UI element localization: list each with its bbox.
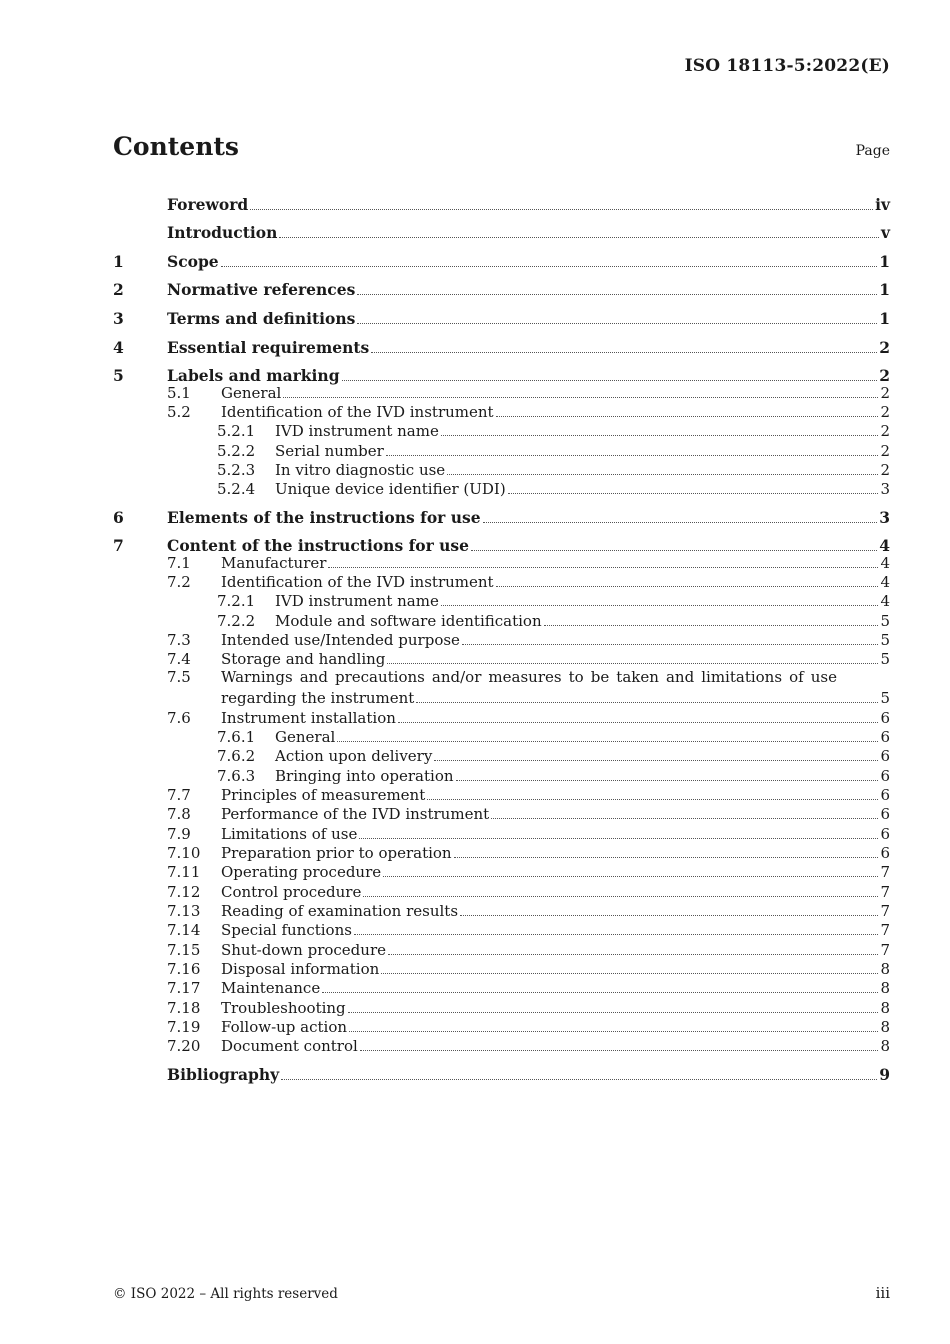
dot-leader	[250, 209, 873, 210]
dot-leader	[460, 915, 878, 916]
toc-entry-number: 7.8	[167, 805, 191, 824]
dot-leader	[434, 760, 878, 761]
toc-entry-page: 5	[880, 689, 890, 708]
toc-entry-page: 6	[880, 766, 890, 785]
toc-entry-title: Introduction	[167, 223, 278, 243]
toc-entry[interactable]	[113, 552, 890, 571]
dot-leader	[363, 896, 878, 897]
toc-entry-number: 4	[113, 337, 124, 357]
toc-entry[interactable]	[113, 1017, 890, 1036]
toc-entry-number: 7.6	[167, 708, 191, 727]
toc-entry-title: Troubleshooting	[221, 998, 346, 1017]
toc-entry-title: IVD instrument name	[275, 422, 439, 441]
toc-entry-page: 6	[880, 843, 890, 862]
dot-leader	[447, 474, 878, 475]
toc-entry-page: 8	[880, 979, 890, 998]
toc-entry-number: 7.20	[167, 1037, 201, 1056]
toc-entry-title: Operating procedure	[221, 863, 382, 882]
dot-leader	[471, 550, 877, 551]
toc-entry-page: 2	[880, 460, 890, 479]
toc-entry[interactable]	[113, 271, 890, 300]
toc-entry[interactable]	[113, 843, 890, 862]
toc-entry[interactable]	[113, 823, 890, 842]
toc-entry-number: 5.2	[167, 402, 191, 421]
toc-entry-title: Warnings and precautions and/or measures to be taken and limitations of use	[221, 668, 837, 687]
toc-entry-title: Control procedure	[221, 882, 362, 901]
toc-entry-number: 5.2.4	[217, 480, 256, 499]
toc-entry[interactable]	[113, 707, 890, 726]
toc-entry[interactable]	[113, 527, 890, 556]
toc-entry-page: 4	[879, 536, 890, 556]
toc-entry[interactable]	[113, 299, 890, 328]
toc-entry-number: 7.6.2	[217, 747, 256, 766]
toc-entry-title: In vitro diagnostic use	[275, 460, 446, 479]
toc-entry-number: 7	[113, 536, 124, 556]
toc-entry-number: 5	[113, 366, 124, 386]
dot-leader	[348, 1012, 879, 1013]
toc-entry-number: 7.15	[167, 940, 201, 959]
dot-leader	[441, 605, 879, 606]
toc-entry-number: 7.2.2	[217, 611, 256, 630]
toc-entry-number: 5.2.3	[217, 460, 256, 479]
dot-leader	[427, 799, 878, 800]
toc-entry-title: Module and software identification	[275, 611, 542, 630]
toc-entry-page: 7	[880, 901, 890, 920]
dot-leader	[383, 876, 878, 877]
toc-entry[interactable]	[113, 978, 890, 997]
toc-entry[interactable]	[113, 901, 890, 920]
toc-entry-number: 1	[113, 251, 124, 271]
toc-entry-page: 5	[880, 650, 890, 669]
dot-leader	[279, 237, 879, 238]
toc-entry-title: Disposal information	[221, 959, 380, 978]
toc-entry-page: 6	[880, 708, 890, 727]
toc-entry-title: General	[221, 383, 282, 402]
toc-entry-title-continued: regarding the instrument	[221, 689, 415, 708]
toc-entry-page: 4	[880, 592, 890, 611]
dot-leader	[544, 625, 879, 626]
toc-entry-title: IVD instrument name	[275, 592, 439, 611]
toc-entry-number: 7.12	[167, 882, 201, 901]
toc-entry-title: Action upon delivery	[275, 747, 433, 766]
toc-entry[interactable]	[113, 185, 890, 214]
toc-entry[interactable]	[113, 460, 890, 479]
page-title: Contents	[113, 132, 240, 161]
dot-leader	[354, 934, 879, 935]
toc-entry-title: Labels and marking	[167, 366, 340, 386]
toc-entry-title: Identification of the IVD instrument	[221, 573, 494, 592]
dot-leader	[496, 586, 879, 587]
dot-leader	[483, 522, 878, 523]
toc-entry[interactable]	[113, 668, 890, 707]
document-id: ISO 18113-5:2022(E)	[684, 56, 890, 76]
dot-leader	[456, 780, 879, 781]
toc-entry-number: 3	[113, 308, 124, 328]
toc-entry[interactable]	[113, 804, 890, 823]
dot-leader	[508, 493, 879, 494]
toc-entry[interactable]	[113, 421, 890, 440]
toc-entry-page: 4	[880, 573, 890, 592]
toc-entry[interactable]	[113, 1055, 890, 1084]
toc-entry-number: 7.17	[167, 979, 201, 998]
dot-leader	[322, 992, 878, 993]
toc-entry-number: 7.7	[167, 785, 191, 804]
toc-entry-title: Instrument installation	[221, 708, 396, 727]
page-column-label: Page	[855, 143, 890, 159]
toc-entry-number: 7.3	[167, 631, 191, 650]
toc-entry-page: 5	[880, 631, 890, 650]
toc-entry-number: 7.2.1	[217, 592, 256, 611]
toc-entry[interactable]	[113, 881, 890, 900]
toc-entry-page: 7	[880, 882, 890, 901]
dot-leader	[496, 416, 879, 417]
toc-entry-title: Manufacturer	[221, 553, 327, 572]
toc-entry-number: 7.11	[167, 863, 201, 882]
toc-entry-page: 8	[880, 1018, 890, 1036]
toc-entry-title: General	[275, 727, 336, 746]
toc-entry-page: 6	[880, 747, 890, 766]
dot-leader	[371, 352, 877, 353]
toc-entry[interactable]	[113, 357, 890, 386]
toc-entry[interactable]	[113, 939, 890, 958]
dot-leader	[454, 857, 879, 858]
dot-leader	[388, 954, 878, 955]
toc-entry-title: Terms and definitions	[167, 308, 356, 328]
toc-entry-title: Identification of the IVD instrument	[221, 402, 494, 421]
toc-entry-page: 2	[879, 337, 890, 357]
dot-leader	[357, 323, 877, 324]
toc-entry-page: 8	[880, 959, 890, 978]
toc-entry[interactable]	[113, 214, 890, 243]
toc-entry-number: 7.14	[167, 921, 201, 940]
toc-entry-number: 7.18	[167, 998, 201, 1017]
toc-entry-number: 7.2	[167, 573, 191, 592]
toc-entry-page: 4	[880, 553, 890, 572]
toc-entry-title: Essential requirements	[167, 337, 370, 357]
toc-entry-title: Unique device identifier (UDI)	[275, 480, 506, 499]
toc-entry[interactable]	[113, 328, 890, 357]
dot-leader	[441, 435, 879, 436]
toc-entry-page: 2	[880, 422, 890, 441]
toc-entry[interactable]	[113, 959, 890, 978]
toc-entry-page: 2	[880, 402, 890, 421]
toc-entry-number: 7.5	[167, 668, 191, 687]
toc-entry-page: 1	[879, 251, 890, 271]
dot-leader	[386, 455, 879, 456]
toc-entry-number: 6	[113, 507, 124, 527]
toc-entry[interactable]	[113, 862, 890, 881]
toc-entry-page: 8	[880, 1037, 890, 1056]
toc-entry[interactable]	[113, 630, 890, 649]
dot-leader	[349, 1031, 878, 1032]
toc-entry-number: 5.2.2	[217, 441, 256, 460]
dot-leader	[342, 380, 878, 381]
toc-entry-title: Maintenance	[221, 979, 321, 998]
toc-entry-page: 2	[880, 441, 890, 460]
dot-leader	[328, 567, 878, 568]
dot-leader	[283, 397, 878, 398]
dot-leader	[462, 644, 879, 645]
toc-entry[interactable]	[113, 785, 890, 804]
table-of-contents	[113, 185, 890, 1084]
toc-entry-number: 7.4	[167, 650, 191, 669]
toc-entry[interactable]	[113, 727, 890, 746]
toc-entry-number: 7.6.1	[217, 727, 256, 746]
toc-entry-number: 5.2.1	[217, 422, 256, 441]
toc-entry-page: 2	[879, 366, 890, 386]
toc-entry-title: Foreword	[167, 194, 249, 214]
toc-entry-title: Preparation prior to operation	[221, 843, 452, 862]
toc-entry-number: 7.16	[167, 959, 201, 978]
toc-entry-title: Follow-up action	[221, 1018, 348, 1036]
dot-leader	[337, 741, 878, 742]
toc-entry-title: Bringing into operation	[275, 766, 454, 785]
toc-entry-title: Scope	[167, 251, 219, 271]
toc-entry-number: 2	[113, 280, 124, 300]
toc-entry-number: 7.1	[167, 553, 191, 572]
toc-entry-page: iv	[875, 194, 890, 214]
toc-entry-page: 1	[879, 308, 890, 328]
toc-entry[interactable]	[113, 498, 890, 527]
dot-leader	[387, 663, 878, 664]
toc-entry[interactable]	[113, 242, 890, 271]
toc-entry-page: 1	[879, 280, 890, 300]
toc-entry-title: Storage and handling	[221, 650, 386, 669]
toc-entry-page: 7	[880, 940, 890, 959]
toc-entry-page: 5	[880, 611, 890, 630]
toc-entry-title: Bibliography	[167, 1064, 280, 1084]
toc-entry-title: Shut-down procedure	[221, 940, 386, 959]
toc-entry-page: 6	[880, 785, 890, 804]
toc-entry-number: 7.10	[167, 843, 201, 862]
toc-entry[interactable]	[113, 572, 890, 591]
toc-entry-page: 2	[880, 383, 890, 402]
toc-entry[interactable]	[113, 402, 890, 421]
toc-entry-title: Normative references	[167, 280, 356, 300]
toc-entry[interactable]	[113, 997, 890, 1016]
toc-entry-number: 7.19	[167, 1018, 201, 1036]
toc-entry-page: 9	[879, 1064, 890, 1084]
toc-entry[interactable]	[113, 610, 890, 629]
toc-entry[interactable]	[113, 382, 890, 401]
toc-entry-page: 6	[880, 824, 890, 843]
copyright-notice: © ISO 2022 – All rights reserved	[113, 1286, 338, 1302]
dot-leader	[381, 973, 878, 974]
toc-entry[interactable]	[113, 479, 890, 498]
toc-entry-number: 7.9	[167, 824, 191, 843]
toc-entry[interactable]	[113, 920, 890, 939]
toc-entry[interactable]	[113, 649, 890, 668]
dot-leader	[416, 702, 878, 703]
toc-entry-title: Performance of the IVD instrument	[221, 805, 490, 824]
toc-entry[interactable]	[113, 1036, 890, 1055]
toc-entry-title: Serial number	[275, 441, 384, 460]
toc-entry-title: Limitations of use	[221, 824, 358, 843]
toc-entry-title: Reading of examination results	[221, 901, 459, 920]
toc-entry-title: Content of the instructions for use	[167, 536, 470, 556]
dot-leader	[281, 1079, 877, 1080]
toc-entry-title: Principles of measurement	[221, 785, 426, 804]
toc-entry-page: 3	[879, 507, 890, 527]
toc-entry-page: 6	[880, 727, 890, 746]
toc-entry[interactable]	[113, 591, 890, 610]
dot-leader	[359, 838, 878, 839]
toc-entry-page: 8	[880, 998, 890, 1017]
dot-leader	[398, 722, 879, 723]
toc-entry[interactable]	[113, 440, 890, 459]
toc-entry-page: 7	[880, 921, 890, 940]
toc-entry-number: 7.6.3	[217, 766, 256, 785]
toc-entry-page: 6	[880, 805, 890, 824]
toc-entry[interactable]	[113, 765, 890, 784]
toc-entry-title: Elements of the instructions for use	[167, 507, 481, 527]
toc-entry-title: Special functions	[221, 921, 352, 940]
dot-leader	[360, 1050, 879, 1051]
toc-entry[interactable]	[113, 746, 890, 765]
toc-entry-title: Intended use/Intended purpose	[221, 631, 460, 650]
toc-entry-page: v	[880, 223, 890, 243]
toc-entry-page: 7	[880, 863, 890, 882]
dot-leader	[357, 294, 877, 295]
dot-leader	[221, 266, 878, 267]
toc-entry-title: Document control	[221, 1037, 358, 1056]
toc-entry-number: 5.1	[167, 383, 191, 402]
toc-entry-page: 3	[880, 480, 890, 499]
dot-leader	[491, 818, 878, 819]
toc-entry-number: 7.13	[167, 901, 201, 920]
page-number: iii	[875, 1284, 890, 1302]
